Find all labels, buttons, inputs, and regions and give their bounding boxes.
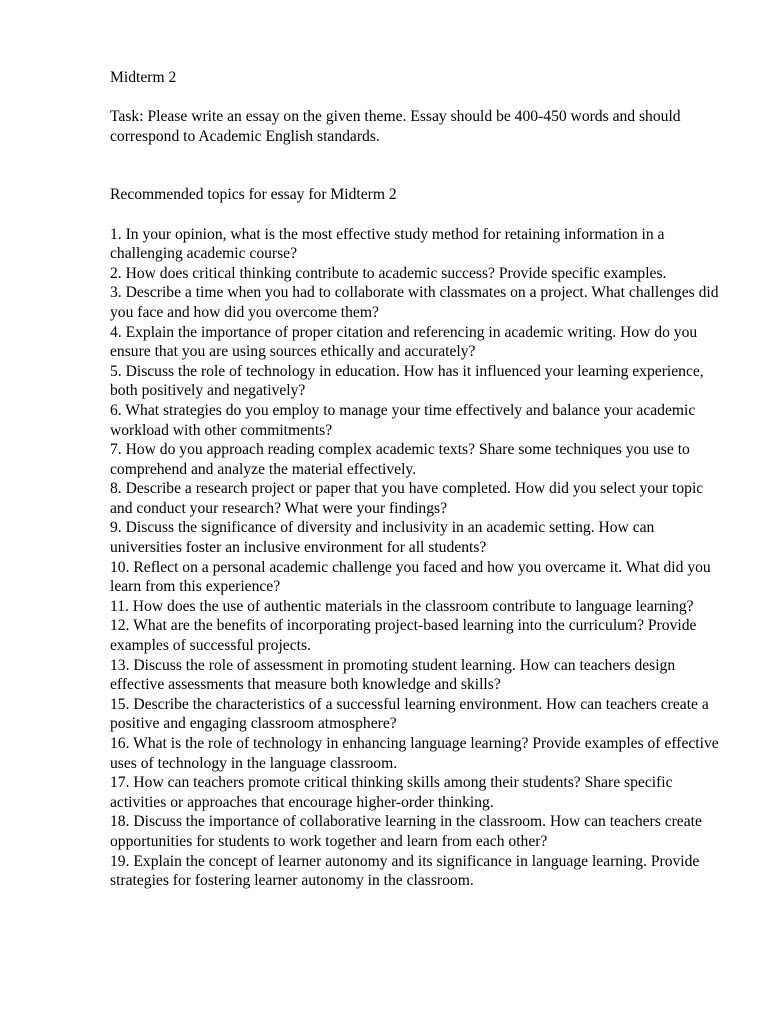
topic-item: 16. What is the role of technology in enhancing language learning? Provide examples of effective uses of technology in the language classroom. <box>110 735 719 772</box>
topic-item: 12. What are the benefits of incorporating project-based learning into the curriculum? Provide examples of successful projects. <box>110 617 697 655</box>
topic-item: 1. In your opinion, what is the most effective study method for retaining information in a challenging academic course? <box>110 225 665 263</box>
topic-item: 2. How does critical thinking contribute to academic success? Provide specific examples. <box>110 264 667 282</box>
topic-item: 19. Explain the concept of learner autonomy and its significance in language learning. Provide strategies for fostering learner autonomy in the classroom. <box>110 852 700 890</box>
topic-item: 10. Reflect on a personal academic challenge you faced and how you overcame it. What did you learn from this experience? <box>110 558 711 596</box>
topic-item: 3. Describe a time when you had to collaborate with classmates on a project. What challenges did you face and how did you overcome them? <box>110 284 719 321</box>
document-title: Midterm 2 <box>110 69 177 86</box>
topic-item: 15. Describe the characteristics of a successful learning environment. How can teachers create a positive and engaging classroom atmosphere? <box>110 695 709 733</box>
topic-item: 7. How do you approach reading complex academic texts? Share some techniques you use to comprehend and analyze the material effectively. <box>110 441 690 478</box>
topics-list <box>110 225 720 891</box>
topic-item: 13. Discuss the role of assessment in promoting student learning. How can teachers design effective assessments that measure both knowledge and skills? <box>110 656 676 694</box>
topic-item: 9. Discuss the significance of diversity and inclusivity in an academic setting. How can universities foster an inclusive environment for all students? <box>110 519 655 557</box>
topic-item: 18. Discuss the importance of collaborative learning in the classroom. How can teachers create opportunities for students to work together and learn from each other? <box>110 813 702 850</box>
topic-item: 4. Explain the importance of proper citation and referencing in academic writing. How do you ensure that you are using sources ethically and accurately? <box>110 323 698 361</box>
topic-item: 11. How does the use of authentic materials in the classroom contribute to language learning? <box>110 597 694 615</box>
topic-item: 5. Discuss the role of technology in education. How has it influenced your learning experience, both positively and negatively? <box>110 362 704 400</box>
topic-item: 17. How can teachers promote critical thinking skills among their students? Share specific activities or approaches that encourage higher-order thinking. <box>110 774 673 811</box>
topic-item: 6. What strategies do you employ to manage your time effectively and balance your academic workload with other commitments? <box>110 401 696 439</box>
document-page <box>110 68 720 906</box>
topic-item: 8. Describe a research project or paper that you have completed. How did you select your topic and conduct your research? What were your findings? <box>110 480 704 517</box>
topics-heading: Recommended topics for essay for Midterm 2 <box>110 186 397 204</box>
task-instructions: Task: Please write an essay on the given theme. Essay should be 400-450 words and should correspond to Academic English standards. <box>110 108 681 145</box>
